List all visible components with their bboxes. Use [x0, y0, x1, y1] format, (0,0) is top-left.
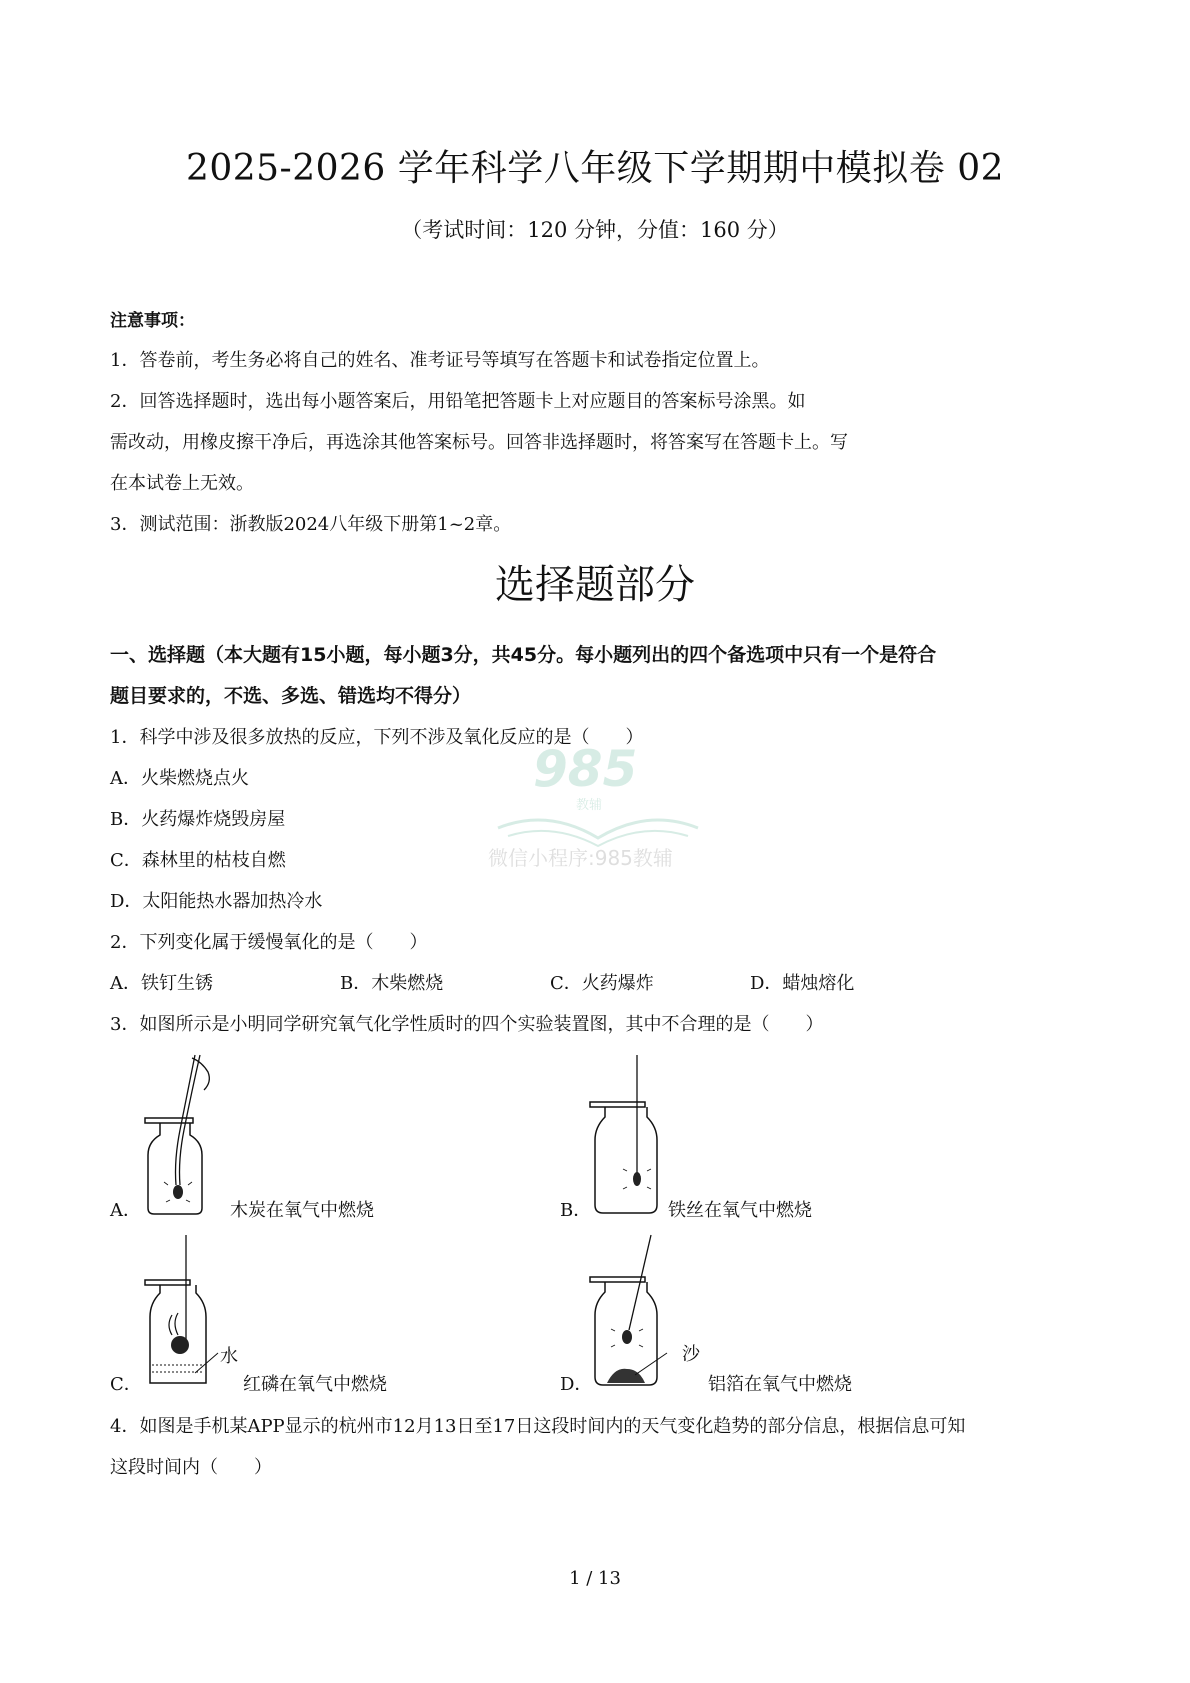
figure-c-letter: C． [110, 1374, 142, 1395]
figure-d-aluminum-foil-jar [585, 1235, 695, 1390]
figure-a-charcoal-jar [140, 1050, 230, 1215]
figure-a-caption: 木炭在氧气中燃烧 [230, 1200, 374, 1221]
part-heading-line-2: 题目要求的，不选、多选、错选均不得分） [110, 685, 472, 707]
question-1-stem: 1．科学中涉及很多放热的反应，下列不涉及氧化反应的是（ ） [110, 727, 644, 748]
question-1-option-a: A．火柴燃烧点火 [110, 768, 249, 789]
question-1-option-c: C．森林里的枯枝自燃 [110, 850, 286, 871]
figure-a-letter: A． [110, 1200, 141, 1221]
section-title: 选择题部分 [495, 562, 695, 608]
question-4-stem-line-1: 4．如图是手机某APP显示的杭州市12月13日至17日这段时间内的天气变化趋势的部分信息，根据信息可知 [110, 1416, 966, 1437]
question-1-option-b: B．火药爆炸烧毁房屋 [110, 809, 286, 830]
part-heading-line-1: 一、选择题（本大题有15小题，每小题3分，共45分。每小题列出的四个备选项中只有一个是符合 [110, 644, 937, 666]
question-2-option-d: D．蜡烛熔化 [750, 973, 855, 994]
question-4-stem-line-2: 这段时间内（ ） [110, 1457, 272, 1478]
notice-line-4: 在本试卷上无效。 [110, 473, 254, 494]
question-2-option-c: C．火药爆炸 [550, 973, 654, 994]
figure-c-label-water: 水 [220, 1346, 238, 1367]
notice-line-2: 2．回答选择题时，选出每小题答案后，用铅笔把答题卡上对应题目的答案标号涂黑。如 [110, 391, 806, 412]
watermark [488, 740, 708, 880]
figure-d-caption: 铝箔在氧气中燃烧 [708, 1374, 852, 1395]
document-title: 2025-2026 学年科学八年级下学期期中模拟卷 02 [185, 148, 1005, 189]
watermark-sub: 教辅 [576, 798, 603, 813]
figure-b-letter: B． [560, 1200, 592, 1221]
figure-c-caption: 红磷在氧气中燃烧 [243, 1374, 387, 1395]
question-2-option-a: A．铁钉生锈 [110, 973, 213, 994]
figure-d-letter: D． [560, 1374, 593, 1395]
notice-line-5: 3．测试范围：浙教版2024八年级下册第1~2章。 [110, 514, 512, 535]
exam-info: （考试时间：120 分钟，分值：160 分） [401, 218, 789, 242]
question-3-stem: 3．如图所示是小明同学研究氧气化学性质时的四个实验装置图，其中不合理的是（ ） [110, 1014, 824, 1035]
notice-line-1: 1．答卷前，考生务必将自己的姓名、准考证号等填写在答题卡和试卷指定位置上。 [110, 350, 770, 371]
watermark-text: 微信小程序:985教辅 [488, 846, 673, 870]
figure-b-caption: 铁丝在氧气中燃烧 [668, 1200, 812, 1221]
question-2-option-b: B．木柴燃烧 [340, 973, 444, 994]
figure-d-label-sand: 沙 [682, 1344, 700, 1365]
notice-heading: 注意事项： [110, 311, 195, 331]
question-2-stem: 2．下列变化属于缓慢氧化的是（ ） [110, 932, 428, 953]
question-1-option-d: D．太阳能热水器加热冷水 [110, 891, 323, 912]
figure-b-iron-wire-jar [585, 1055, 675, 1215]
notice-line-3: 需改动，用橡皮擦干净后，再选涂其他答案标号。回答非选择题时，将答案写在答题卡上。写 [110, 432, 848, 453]
page-number: 1 / 13 [569, 1568, 621, 1589]
watermark-number: 985 [533, 740, 638, 798]
